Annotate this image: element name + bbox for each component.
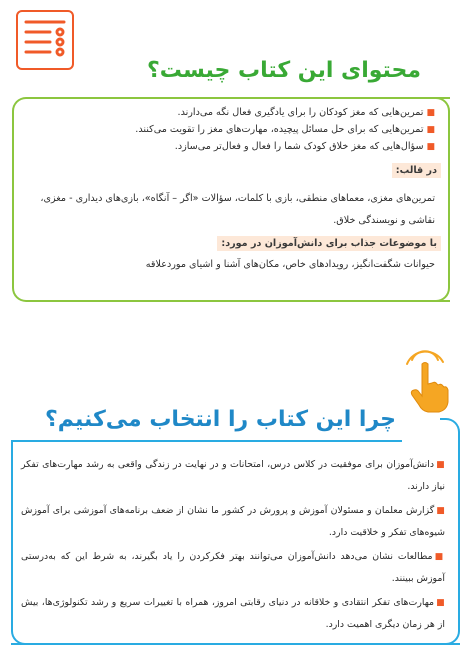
format-text: تمرین‌های مغزی، معماهای منطقی، بازی با کلمات، سؤالات «اگر – آنگاه»، بازی‌های دیداری - مغزی، نقاشی و نویسندگی خلاق. <box>40 193 435 226</box>
section2-title: چرا این کتاب را انتخاب می‌کنیم؟ <box>45 407 396 432</box>
bullet-icon: ■ <box>436 598 445 608</box>
checklist-icon <box>16 10 74 70</box>
list-item <box>35 140 435 154</box>
list-item-text: تمرین‌هایی که برای حل مسائل پیچیده، مهارت‌های مغز را تقویت می‌کنند. <box>135 124 424 135</box>
list-item <box>21 546 445 589</box>
section2-frame-top <box>11 440 402 442</box>
list-item-text: مهارت‌های تفکر انتقادی و خلاقانه در دنیای رقابتی امروز، همراه با تغییرات سریع و رشد تکنولوژی‌ها، بیش از هر زمان دیگری اهمیت دارد. <box>21 597 445 630</box>
list-item <box>21 592 445 635</box>
list-item <box>35 106 435 120</box>
section2-frame-bottom <box>11 643 460 645</box>
bullet-icon: ■ <box>436 460 445 470</box>
topics-text: حیوانات شگفت‌انگیز، رویدادهای خاص، مکان‌های آشنا و اشیای موردعلاقه <box>145 259 435 270</box>
bullet-icon: ■ <box>426 125 435 135</box>
section1-frame-edge <box>436 97 450 302</box>
list-item-text: مطالعات نشان می‌دهد دانش‌آموزان می‌توانند بهتر فکرکردن را یاد بگیرند، به شرط این که به‌درستی آموزش ببینند. <box>21 551 445 584</box>
section1-title: محتوای این کتاب چیست؟ <box>147 58 421 83</box>
list-item <box>21 500 445 543</box>
topics-label: با موضوعات جذاب برای دانش‌آموزان در مورد: <box>217 236 441 251</box>
list-item-text: دانش‌آموزان برای موفقیت در کلاس درس، امتحانات و در نهایت در زندگی واقعی به رشد مهارت‌های تفکر نیاز دارند. <box>21 459 445 492</box>
pointing-hand-icon <box>398 350 456 414</box>
format-label: در قالب: <box>392 163 441 178</box>
bullet-icon: ■ <box>426 108 435 118</box>
bullet-icon: ■ <box>436 506 445 516</box>
list-item <box>35 123 435 137</box>
bullet-icon: ■ <box>426 142 435 152</box>
list-item-text: تمرین‌هایی که مغز کودکان را برای یادگیری فعال نگه می‌دارند. <box>177 107 424 118</box>
list-item-text: گزارش معلمان و مسئولان آموزش و پرورش در کشور ما نشان از ضعف برنامه‌های آموزشی برای آموزش شیوه‌های تفکر و خلاقیت دارد. <box>21 505 445 538</box>
bullet-icon: ■ <box>434 552 445 562</box>
list-item-text: سؤال‌هایی که مغز خلاق کودک شما را فعال و فعال‌تر می‌سازد. <box>174 141 424 152</box>
list-item <box>21 454 445 497</box>
